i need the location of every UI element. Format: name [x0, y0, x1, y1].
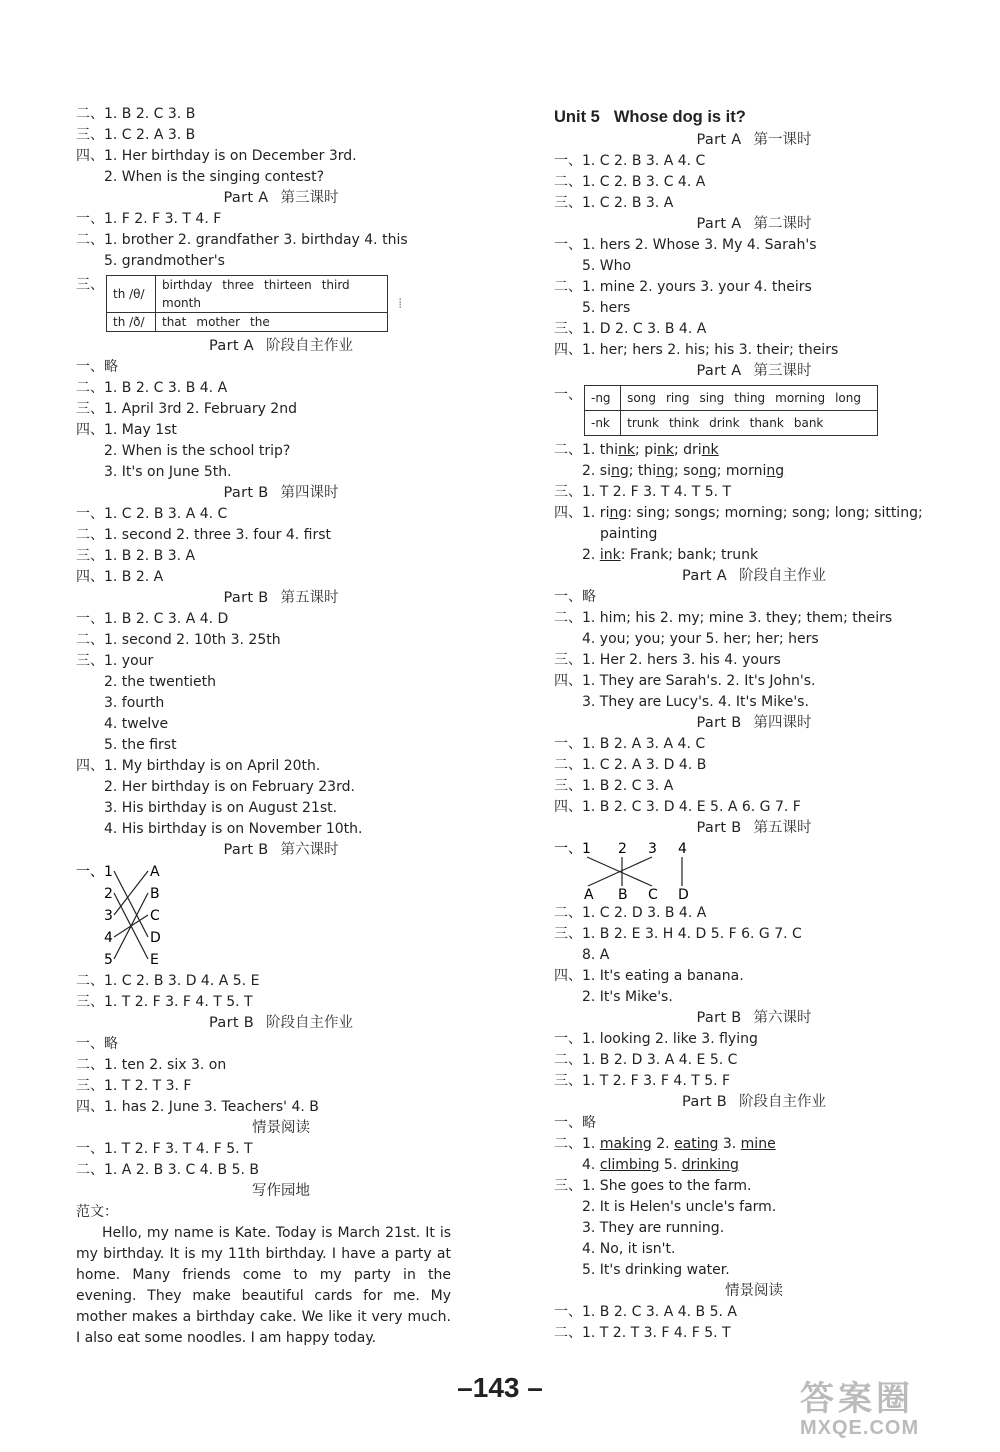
answer-line: 一、略 — [76, 359, 118, 375]
section-heading: 写作园地 — [252, 1183, 310, 1199]
answer-line: 4. twelve — [104, 716, 169, 732]
answer-line: 二、1. C 2. B 3. D 4. A 5. E — [76, 973, 260, 989]
section-heading: Part B 第六课时 — [223, 842, 339, 858]
answer-line: 一、略 — [554, 1115, 596, 1131]
watermark-text: 答案圈 — [800, 1380, 914, 1418]
section-heading: Part B 第四课时 — [696, 715, 812, 731]
answer-line: 二、1. making 2. eating 3. mine — [554, 1136, 776, 1152]
match-number: 1 — [582, 841, 591, 857]
section-heading: Part A 第三课时 — [696, 363, 812, 379]
section-heading: Part B 阶段自主作业 — [209, 1015, 353, 1031]
answer-line: 三、1. T 2. F 3. F 4. T 5. T — [76, 994, 253, 1010]
answer-line: 三、1. B 2. E 3. H 4. D 5. F 6. G 7. C — [554, 926, 802, 942]
sample-essay — [76, 1223, 451, 1349]
words-cell: that mother the — [156, 313, 388, 332]
question-number: 一、 — [554, 841, 582, 857]
section-heading: Part B 第四课时 — [223, 485, 339, 501]
answer-line: 二、1. C 2. B 3. C 4. A — [554, 174, 706, 190]
answer-line: 四、1. May 1st — [76, 422, 177, 438]
section-heading: Part B 第五课时 — [223, 590, 339, 606]
match-number: 4 — [104, 930, 113, 946]
answer-line: 一、1. B 2. A 3. A 4. C — [554, 736, 706, 752]
answer-line: 8. A — [582, 947, 610, 963]
phonics-table-block — [554, 385, 954, 436]
answer-line: 四、1. ring: sing; songs; morning; song; long; sitting; — [554, 505, 923, 521]
match-number: 5 — [104, 952, 113, 968]
phonics-table-block — [76, 275, 486, 332]
answer-line: 一、1. B 2. C 3. A 4. B 5. A — [554, 1304, 737, 1320]
essay-label: 范文： — [76, 1204, 118, 1220]
match-letter: E — [150, 952, 159, 968]
answer-line: 二、1. B 2. C 3. B — [76, 106, 196, 122]
answer-line: 一、略 — [76, 1036, 118, 1052]
answer-line: 二、1. ten 2. six 3. on — [76, 1057, 227, 1073]
answer-line: 一、1. C 2. B 3. A 4. C — [76, 506, 228, 522]
left-column — [76, 104, 486, 1349]
match-number: 2 — [618, 841, 627, 857]
words-cell: song ring sing thing morning long — [621, 386, 878, 411]
matching-lines — [76, 861, 276, 971]
answer-line: 二、1. T 2. T 3. F 4. F 5. T — [554, 1325, 731, 1341]
answer-line: 4. climbing 5. drinking — [582, 1157, 739, 1173]
answer-line: 3. His birthday is on August 21st. — [104, 800, 338, 816]
answer-line: 5. the first — [104, 737, 177, 753]
answer-line: 5. Who — [582, 258, 632, 274]
answer-line: 3. It's on June 5th. — [104, 464, 232, 480]
match-line — [114, 871, 148, 915]
match-number: 2 — [104, 886, 113, 902]
answer-line: 三、1. April 3rd 2. February 2nd — [76, 401, 297, 417]
match-letter: A — [584, 887, 594, 903]
page-number: –143 – — [457, 1372, 543, 1403]
answer-line: 一、1. hers 2. Whose 3. My 4. Sarah's — [554, 237, 817, 253]
sound-cell: -nk — [585, 411, 621, 436]
answer-line: 三、1. C 2. A 3. B — [76, 127, 196, 143]
answer-line: 三、1. T 2. F 3. F 4. T 5. F — [554, 1073, 731, 1089]
section-heading: 情景阅读 — [725, 1283, 783, 1299]
answer-line: 二、1. second 2. 10th 3. 25th — [76, 632, 281, 648]
match-number: 4 — [678, 841, 687, 857]
section-heading: Part A 第二课时 — [696, 216, 812, 232]
matching-diagram — [554, 839, 954, 903]
match-letter: D — [150, 930, 161, 946]
margin-mark: ⁞ — [398, 296, 403, 312]
answer-line: 2. It's Mike's. — [582, 989, 673, 1005]
answer-line: 四、1. has 2. June 3. Teachers' 4. B — [76, 1099, 319, 1115]
words-cell: trunk think drink thank bank — [621, 411, 878, 436]
question-number: 三、 — [76, 277, 104, 293]
essay-text: Hello, my name is Kate. Today is March 21st. It is my birthday. It is my 11th birthday. I have a party at home. Many friends come to my party in the evening. They make beautiful cards for me. My mother makes a birthday cake. We like it very much. I also eat some noodles. I am happy today. — [76, 1225, 451, 1346]
sound-cell: th /θ/ — [107, 276, 156, 313]
section-heading: Part A 第三课时 — [223, 190, 339, 206]
answer-line: 三、1. B 2. B 3. A — [76, 548, 196, 564]
answer-line: 二、1. brother 2. grandfather 3. birthday 4. this — [76, 232, 408, 248]
answer-line: 四、1. B 2. C 3. D 4. E 5. A 6. G 7. F — [554, 799, 801, 815]
answer-line: 3. fourth — [104, 695, 165, 711]
match-letter: D — [678, 887, 689, 903]
section-heading: Part B 第五课时 — [696, 820, 812, 836]
answer-line: 四、1. her; hers 2. his; his 3. their; theirs — [554, 342, 839, 358]
section-heading: Part A 阶段自主作业 — [209, 338, 353, 354]
answer-line: 二、1. second 2. three 3. four 4. first — [76, 527, 332, 543]
answer-line: 三、1. C 2. B 3. A — [554, 195, 674, 211]
answer-line: 三、1. your — [76, 653, 154, 669]
answer-line: 二、1. him; his 2. my; mine 3. they; them; theirs — [554, 610, 893, 626]
answer-line: 二、1. think; pink; drink — [554, 442, 719, 458]
question-number: 一、 — [554, 387, 582, 403]
answer-line: 2. It is Helen's uncle's farm. — [582, 1199, 777, 1215]
answer-line: 二、1. C 2. A 3. D 4. B — [554, 757, 707, 773]
phonics-table — [584, 385, 878, 436]
answer-line: 2. sing; thing; song; morning — [582, 463, 785, 479]
answer-line: 四、1. B 2. A — [76, 569, 164, 585]
answer-line: 2. ink: Frank; bank; trunk — [582, 547, 759, 563]
answer-line: 2. the twentieth — [104, 674, 217, 690]
answer-line: 二、1. A 2. B 3. C 4. B 5. B — [76, 1162, 260, 1178]
answer-line: 2. Her birthday is on February 23rd. — [104, 779, 355, 795]
section-heading: Part A 阶段自主作业 — [682, 568, 826, 584]
answer-line: 二、1. B 2. D 3. A 4. E 5. C — [554, 1052, 738, 1068]
answer-line: 5. hers — [582, 300, 631, 316]
answer-line: 4. you; you; your 5. her; her; hers — [582, 631, 819, 647]
answer-line: 三、1. T 2. F 3. T 4. T 5. T — [554, 484, 732, 500]
answer-line: 三、1. She goes to the farm. — [554, 1178, 752, 1194]
answer-line: 一、1. B 2. C 3. A 4. D — [76, 611, 229, 627]
answer-line: 一、1. T 2. F 3. T 4. F 5. T — [76, 1141, 253, 1157]
unit-title: Unit 5 Whose dog is it? — [554, 108, 746, 126]
answer-line: 三、1. B 2. C 3. A — [554, 778, 674, 794]
match-letter: C — [150, 908, 160, 924]
section-heading: 情景阅读 — [252, 1120, 310, 1136]
answer-line: 3. They are Lucy's. 4. It's Mike's. — [582, 694, 809, 710]
answer-line: 4. His birthday is on November 10th. — [104, 821, 363, 837]
watermark-url: MXQE.COM — [800, 1417, 920, 1439]
sound-cell: th /ð/ — [107, 313, 156, 332]
matching-lines — [554, 839, 754, 903]
answer-line: 一、1. F 2. F 3. T 4. F — [76, 211, 222, 227]
match-number: 1 — [104, 864, 113, 880]
answer-line: 一、1. C 2. B 3. A 4. C — [554, 153, 706, 169]
answer-line: 2. When is the singing contest? — [104, 169, 325, 185]
match-letter: B — [618, 887, 628, 903]
matching-diagram — [76, 861, 486, 971]
match-number: 3 — [104, 908, 113, 924]
answer-line: 2. When is the school trip? — [104, 443, 291, 459]
answer-line: 4. No, it isn't. — [582, 1241, 676, 1257]
match-number: 3 — [648, 841, 657, 857]
section-heading: Part A 第一课时 — [696, 132, 812, 148]
section-heading: Part B 第六课时 — [696, 1010, 812, 1026]
answer-line: 5. It's drinking water. — [582, 1262, 730, 1278]
answer-line: 3. They are running. — [582, 1220, 725, 1236]
sound-cell: -ng — [585, 386, 621, 411]
phonics-table — [106, 275, 388, 332]
answer-line: painting — [600, 526, 658, 542]
section-heading: Part B 阶段自主作业 — [682, 1094, 826, 1110]
answer-line: 四、1. It's eating a banana. — [554, 968, 744, 984]
answer-line: 三、1. D 2. C 3. B 4. A — [554, 321, 707, 337]
answer-line: 二、1. mine 2. yours 3. your 4. theirs — [554, 279, 812, 295]
answer-line: 二、1. B 2. C 3. B 4. A — [76, 380, 228, 396]
answer-line: 四、1. Her birthday is on December 3rd. — [76, 148, 357, 164]
question-number: 一、 — [76, 864, 104, 880]
watermark-logo — [800, 1380, 980, 1438]
match-letter: A — [150, 864, 160, 880]
right-column — [554, 104, 954, 1344]
answer-line: 一、1. looking 2. like 3. flying — [554, 1031, 758, 1047]
answer-line: 四、1. My birthday is on April 20th. — [76, 758, 321, 774]
answer-line: 三、1. Her 2. hers 3. his 4. yours — [554, 652, 781, 668]
answer-line: 四、1. They are Sarah's. 2. It's John's. — [554, 673, 816, 689]
words-cell: birthday three thirteen third month — [156, 276, 388, 313]
answer-line: 三、1. T 2. T 3. F — [76, 1078, 192, 1094]
match-letter: C — [648, 887, 658, 903]
answer-line: 5. grandmother's — [104, 253, 225, 269]
match-letter: B — [150, 886, 160, 902]
answer-line: 一、略 — [554, 589, 596, 605]
answer-line: 二、1. C 2. D 3. B 4. A — [554, 905, 707, 921]
